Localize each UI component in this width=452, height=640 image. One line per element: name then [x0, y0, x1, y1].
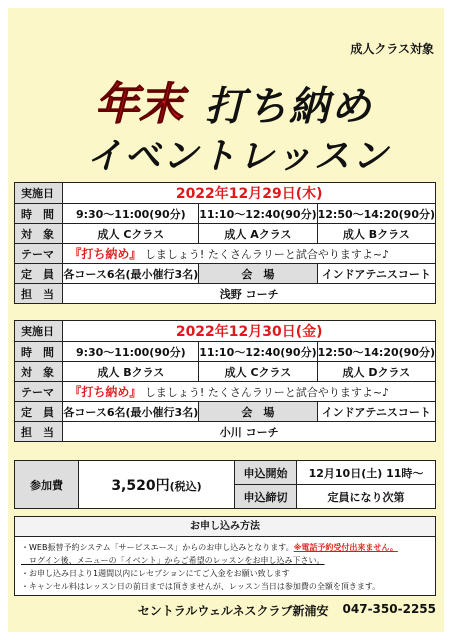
label-venue: 会 場 — [199, 402, 317, 422]
session-table-2 — [14, 320, 436, 442]
session-date: 2022年12月29日(木) — [63, 183, 436, 204]
title-uchiosame: 打ち納め — [205, 84, 373, 130]
session-table-1 — [14, 182, 436, 304]
apply-note: ログイン後、メニューの「イベント」からご希望のレッスンをお申し込み下さい。 — [21, 556, 325, 565]
time-slot: 11:10～12:40(90分) — [199, 204, 317, 224]
time-slot: 12:50～14:20(90分) — [317, 204, 435, 224]
title-year-end: 年末 — [95, 79, 183, 130]
title-line-1 — [38, 70, 430, 132]
apply-notes — [15, 537, 435, 593]
label-theme: テーマ — [15, 244, 63, 264]
time-slot: 11:10～12:40(90分) — [199, 342, 317, 362]
class-name: 成人 Aクラス — [199, 224, 317, 244]
venue-value: インドアテニスコート — [317, 264, 435, 284]
time-slot: 9:30～11:00(90分) — [63, 342, 199, 362]
label-time: 時 間 — [15, 204, 63, 224]
label-target: 対 象 — [15, 362, 63, 382]
class-name: 成人 Cクラス — [63, 224, 199, 244]
label-time: 時 間 — [15, 342, 63, 362]
phone-not-accepted-note: ※電話予約受付出来ません。 — [293, 543, 398, 552]
footer-contact — [138, 602, 436, 619]
apply-note: ・お申し込み日より1週間以内にレセプションにてご入金をお願い致します — [21, 569, 290, 578]
apply-heading: お申し込み方法 — [15, 517, 435, 537]
label-date: 実施日 — [15, 321, 63, 342]
label-instructor: 担 当 — [15, 422, 63, 442]
label-fee: 参加費 — [15, 461, 79, 509]
venue-value: インドアテニスコート — [317, 402, 435, 422]
time-slot: 9:30～11:00(90分) — [63, 204, 199, 224]
label-apply-close: 申込締切 — [235, 485, 297, 509]
class-name: 成人 Dクラス — [317, 362, 435, 382]
phone-number: 047-350-2255 — [342, 602, 436, 616]
theme-quote: 『打ち納め』 — [69, 385, 142, 399]
label-theme: テーマ — [15, 382, 63, 402]
fee-table — [14, 460, 436, 509]
label-date: 実施日 — [15, 183, 63, 204]
label-apply-start: 申込開始 — [235, 461, 297, 485]
coach-name: 浅野 コーチ — [63, 284, 436, 304]
time-slot: 12:50～14:20(90分) — [317, 342, 435, 362]
theme-text — [63, 244, 436, 264]
fee-price: 3,520円(税込) — [79, 461, 235, 509]
club-name: セントラルウェルネスクラブ新浦安 — [137, 604, 329, 618]
theme-body: しましょう! たくさんラリーと試合やりますよ~♪ — [141, 386, 390, 399]
capacity-value: 各コース6名(最小催行3名) — [63, 402, 199, 422]
label-target: 対 象 — [15, 224, 63, 244]
apply-start-value: 12月10日(土) 11時～ — [297, 461, 436, 485]
apply-note: ・WEB振替予約システム「サービスエース」からのお申し込みとなります。※電話予約受付出来ません。 — [21, 543, 398, 552]
class-name: 成人 Bクラス — [317, 224, 435, 244]
label-instructor: 担 当 — [15, 284, 63, 304]
capacity-value: 各コース6名(最小催行3名) — [63, 264, 199, 284]
theme-quote: 『打ち納め』 — [69, 247, 142, 261]
label-venue: 会 場 — [199, 264, 317, 284]
coach-name: 小川 コーチ — [63, 422, 436, 442]
label-capacity: 定 員 — [15, 264, 63, 284]
theme-text — [63, 382, 436, 402]
apply-close-value: 定員になり次第 — [297, 485, 436, 509]
target-tag: 成人クラス対象 — [350, 42, 434, 56]
class-name: 成人 Cクラス — [199, 362, 317, 382]
class-name: 成人 Bクラス — [63, 362, 199, 382]
session-date: 2022年12月30日(金) — [63, 321, 436, 342]
fee-tax-note: (税込) — [169, 479, 202, 493]
apply-note: ・キャンセル料はレッスン日の前日までは頂きませんが、レッスン当日は参加費の全額を頂きます。 — [21, 582, 381, 591]
label-capacity: 定 員 — [15, 402, 63, 422]
theme-body: しましょう! たくさんラリーと試合やりますよ~♪ — [141, 248, 390, 261]
apply-method-box — [14, 516, 436, 596]
title-event-lesson: イベントレッスン — [86, 136, 390, 177]
